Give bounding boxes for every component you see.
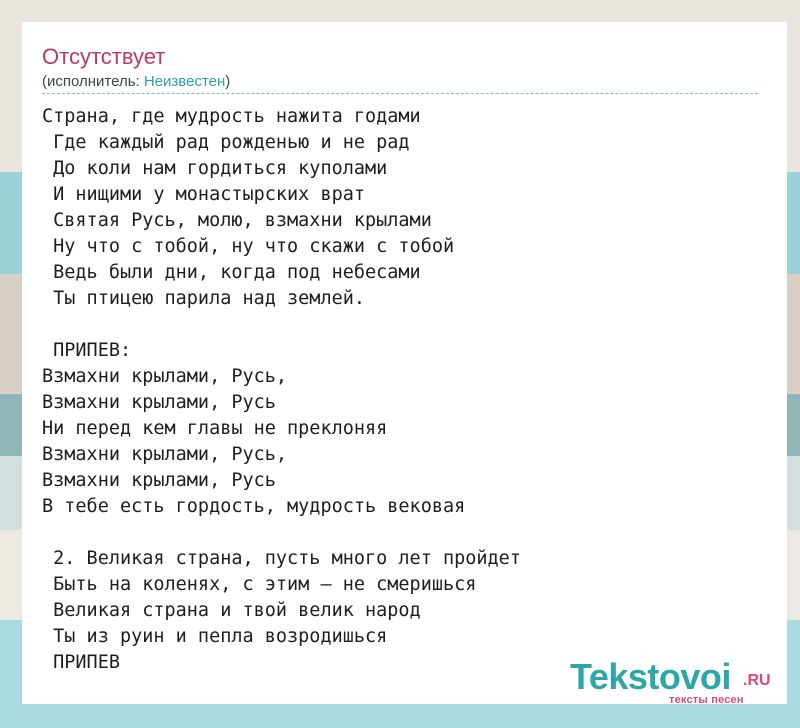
artist-suffix: ) — [225, 73, 231, 90]
lyrics-card — [22, 22, 787, 704]
artist-line — [42, 73, 230, 91]
lyrics-line: В тебе есть гордость, мудрость вековая — [42, 496, 466, 517]
artist-link[interactable]: Неизвестен — [143, 73, 226, 90]
lyrics-line: Ни перед кем главы не преклоняя — [42, 418, 388, 439]
lyrics-line: Взмахни крылами, Русь — [42, 392, 276, 413]
logo-wordmark: Tekstovoi — [570, 656, 731, 697]
lyrics-line: ПРИПЕВ: — [42, 340, 132, 361]
lyrics-line: 2. Великая страна, пусть много лет пройдет — [42, 548, 521, 569]
lyrics-text — [42, 104, 762, 676]
lyrics-line: Страна, где мудрость нажита годами — [42, 106, 421, 127]
song-title: Отсутствует — [42, 44, 166, 69]
logo-tagline: тексты песен — [669, 694, 744, 706]
lyrics-line: ПРИПЕВ — [42, 652, 120, 673]
lyrics-line: Святая Русь, молю, взмахни крылами — [42, 210, 432, 231]
lyrics-line: До коли нам гордиться куполами — [42, 158, 388, 179]
title-divider — [42, 93, 758, 94]
artist-prefix: (исполнитель: — [42, 73, 144, 90]
lyrics-line: Взмахни крылами, Русь, — [42, 444, 288, 465]
lyrics-line: Быть на коленях, с этим – не смеришься — [42, 574, 477, 595]
lyrics-line: Ты из руин и пепла возродишься — [42, 626, 388, 647]
lyrics-line: Великая страна и твой велик народ — [42, 600, 421, 621]
lyrics-line: Взмахни крылами, Русь, — [42, 366, 288, 387]
lyrics-line: Ты птицею парила над землей. — [42, 288, 366, 309]
lyrics-line: Взмахни крылами, Русь — [42, 470, 276, 491]
site-logo[interactable] — [570, 658, 780, 704]
lyrics-line: И нищими у монастырских врат — [42, 184, 366, 205]
lyrics-line: Ну что с тобой, ну что скажи с тобой — [42, 236, 455, 257]
lyrics-line: Где каждый рад рожденью и не рад — [42, 132, 410, 153]
lyrics-line: Ведь были дни, когда под небесами — [42, 262, 421, 283]
logo-tld: .RU — [743, 672, 771, 689]
